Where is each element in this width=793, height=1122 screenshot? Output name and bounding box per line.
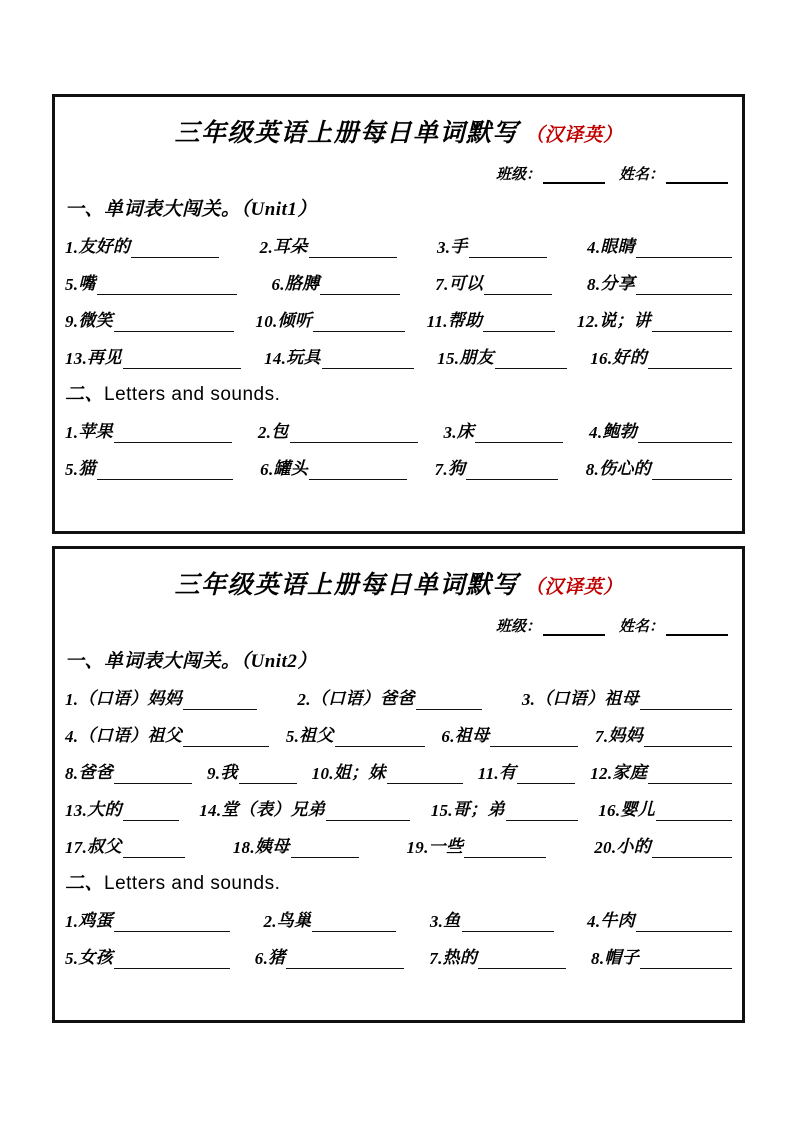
answer-blank[interactable] xyxy=(462,916,554,932)
page-title-annotation: （汉译英） xyxy=(525,577,623,598)
section-heading-2 xyxy=(65,379,732,406)
word-entry xyxy=(65,906,230,932)
answer-blank[interactable] xyxy=(478,953,566,969)
class-field-blank[interactable] xyxy=(543,168,605,184)
answer-blank[interactable] xyxy=(636,242,732,258)
word-number: 4. xyxy=(587,238,601,257)
word-entry xyxy=(312,758,463,784)
answer-blank[interactable] xyxy=(648,768,732,784)
sheet-title-row xyxy=(65,565,732,601)
word-label: 热的 xyxy=(442,948,478,967)
word-label: 堂（表）兄弟 xyxy=(221,800,326,819)
answer-blank[interactable] xyxy=(387,768,463,784)
word-label: 帽子 xyxy=(604,948,640,967)
word-label: 家庭 xyxy=(612,763,647,782)
word-entry xyxy=(591,943,732,969)
word-label: 我 xyxy=(220,763,238,782)
answer-blank[interactable] xyxy=(309,242,397,258)
word-label: 姨母 xyxy=(254,837,290,856)
word-number: 11. xyxy=(426,312,448,331)
word-number: 5. xyxy=(65,949,79,968)
word-number: 4. xyxy=(587,912,601,931)
word-entry xyxy=(590,343,732,369)
word-entry xyxy=(431,795,578,821)
word-label: 婴儿 xyxy=(620,800,656,819)
answer-blank[interactable] xyxy=(636,916,732,932)
answer-blank[interactable] xyxy=(114,953,230,969)
answer-blank[interactable] xyxy=(475,427,563,443)
answer-blank[interactable] xyxy=(636,279,732,295)
word-number: 5. xyxy=(285,727,300,746)
word-row xyxy=(65,269,732,295)
answer-blank[interactable] xyxy=(313,316,405,332)
word-number: 15. xyxy=(430,801,453,820)
word-number: 10. xyxy=(255,312,278,331)
word-label: 一些 xyxy=(428,837,464,856)
word-entry xyxy=(65,795,179,821)
name-field[interactable] xyxy=(619,163,728,184)
word-entry xyxy=(297,684,481,710)
word-entry xyxy=(587,269,732,295)
section-heading-text: 一、单词表大闯关。 xyxy=(65,199,241,220)
word-entry xyxy=(478,758,576,784)
word-row xyxy=(65,684,732,710)
word-label: 狗 xyxy=(447,459,466,478)
word-number: 13. xyxy=(65,349,88,368)
answer-blank[interactable] xyxy=(312,916,396,932)
section-heading-2 xyxy=(65,868,732,895)
word-entry xyxy=(65,832,185,858)
answer-blank[interactable] xyxy=(114,768,192,784)
answer-blank[interactable] xyxy=(640,953,732,969)
word-number: 9. xyxy=(206,764,221,783)
word-label: 苹果 xyxy=(78,422,113,441)
word-entry xyxy=(271,269,400,295)
answer-blank[interactable] xyxy=(335,731,425,747)
answer-blank[interactable] xyxy=(131,242,219,258)
word-number: 2. xyxy=(259,238,273,257)
word-label: 姐；妹 xyxy=(333,763,386,782)
section-heading-text: 一、单词表大闯关。 xyxy=(65,651,241,672)
answer-blank[interactable] xyxy=(506,805,578,821)
class-label: 班级： xyxy=(495,619,541,635)
word-entry xyxy=(437,232,547,258)
word-number: 7. xyxy=(595,727,609,746)
word-number: 17. xyxy=(65,838,88,857)
word-row xyxy=(65,343,732,369)
word-label: 嘴 xyxy=(78,274,96,293)
class-field-blank[interactable] xyxy=(543,620,605,636)
word-label: （口语）妈妈 xyxy=(78,689,183,708)
answer-blank[interactable] xyxy=(97,464,233,480)
word-number: 9. xyxy=(65,312,79,331)
word-number: 11. xyxy=(477,764,499,783)
word-entry xyxy=(407,832,547,858)
word-label: （口语）爸爸 xyxy=(310,689,415,708)
word-row xyxy=(65,906,732,932)
worksheet-card-unit1 xyxy=(52,94,745,534)
answer-blank[interactable] xyxy=(114,427,232,443)
answer-blank[interactable] xyxy=(123,353,241,369)
word-number: 8. xyxy=(585,460,600,479)
word-number: 8. xyxy=(65,764,79,783)
word-label: 猫 xyxy=(78,459,96,478)
word-entry xyxy=(65,306,234,332)
page-title-annotation: （汉译英） xyxy=(525,125,623,146)
word-number: 3. xyxy=(521,690,536,709)
answer-blank[interactable] xyxy=(464,842,546,858)
word-number: 6. xyxy=(441,727,455,746)
word-entry xyxy=(522,684,732,710)
word-entry xyxy=(589,417,732,443)
word-entry xyxy=(429,943,566,969)
word-number: 15. xyxy=(437,349,460,368)
answer-blank[interactable] xyxy=(517,768,575,784)
word-number: 8. xyxy=(591,949,605,968)
word-entry xyxy=(65,269,237,295)
word-entry xyxy=(587,906,732,932)
answer-blank[interactable] xyxy=(183,694,257,710)
word-number: 2. xyxy=(257,423,272,442)
answer-blank[interactable] xyxy=(309,464,407,480)
answer-blank[interactable] xyxy=(652,842,732,858)
word-entry xyxy=(65,232,219,258)
student-meta-row xyxy=(65,615,728,636)
word-entry xyxy=(260,454,407,480)
word-entry xyxy=(435,454,559,480)
word-number: 7. xyxy=(434,460,448,479)
student-meta-row xyxy=(65,163,728,184)
word-entry xyxy=(437,343,567,369)
word-number: 4. xyxy=(589,423,603,442)
word-entry xyxy=(590,758,732,784)
word-entry xyxy=(441,721,578,747)
word-entry xyxy=(263,906,396,932)
answer-blank[interactable] xyxy=(640,694,732,710)
word-label: 鸟巢 xyxy=(276,911,312,930)
word-number: 19. xyxy=(406,838,429,857)
answer-blank[interactable] xyxy=(656,805,732,821)
word-number: 3. xyxy=(429,912,444,931)
word-entry xyxy=(65,721,269,747)
word-entry xyxy=(260,232,397,258)
word-entry xyxy=(427,306,556,332)
word-label: 伤心的 xyxy=(599,459,651,478)
answer-blank[interactable] xyxy=(114,916,230,932)
word-label: 有 xyxy=(498,763,517,782)
word-number: 10. xyxy=(311,764,334,783)
class-field[interactable] xyxy=(496,163,605,184)
word-number: 8. xyxy=(587,275,601,294)
answer-blank[interactable] xyxy=(416,694,482,710)
word-entry xyxy=(264,343,414,369)
name-label: 姓名： xyxy=(618,619,664,635)
page-title: 三年级英语上册每日单词默写 xyxy=(174,120,519,147)
word-label: 叔父 xyxy=(87,837,122,856)
answer-blank[interactable] xyxy=(648,353,732,369)
word-entry xyxy=(65,417,232,443)
word-entry xyxy=(430,906,554,932)
answer-blank[interactable] xyxy=(322,353,414,369)
word-entry xyxy=(577,306,732,332)
answer-blank[interactable] xyxy=(652,316,732,332)
word-number: 2. xyxy=(297,690,311,709)
word-row xyxy=(65,795,732,821)
sheet-title-row xyxy=(65,113,732,149)
word-entry xyxy=(598,795,732,821)
answer-blank[interactable] xyxy=(239,768,297,784)
answer-blank[interactable] xyxy=(469,242,547,258)
word-number: 1. xyxy=(65,423,79,442)
word-entry xyxy=(594,832,732,858)
word-entry xyxy=(586,454,732,480)
answer-blank[interactable] xyxy=(483,316,555,332)
word-label: 大的 xyxy=(87,800,122,819)
word-entry xyxy=(65,943,230,969)
word-label: 胳膊 xyxy=(284,274,320,293)
word-number: 14. xyxy=(199,801,222,820)
answer-blank[interactable] xyxy=(638,427,732,443)
section-heading-marker: 二、 xyxy=(65,384,105,405)
word-entry xyxy=(255,943,405,969)
word-row xyxy=(65,417,732,443)
word-label: 鱼 xyxy=(443,911,461,930)
name-field-blank[interactable] xyxy=(666,168,728,184)
answer-blank[interactable] xyxy=(320,279,400,295)
word-label: 祖父 xyxy=(299,726,334,745)
word-entry xyxy=(65,758,192,784)
word-label: 包 xyxy=(271,422,289,441)
section-heading-text: Letters and sounds. xyxy=(104,873,281,894)
answer-blank[interactable] xyxy=(97,279,237,295)
word-entry xyxy=(587,232,732,258)
word-entry xyxy=(65,343,241,369)
word-number: 5. xyxy=(65,460,79,479)
word-label: 女孩 xyxy=(78,948,113,967)
answer-blank[interactable] xyxy=(644,731,732,747)
answer-blank[interactable] xyxy=(495,353,567,369)
word-label: 手 xyxy=(450,237,468,256)
word-entry xyxy=(207,758,297,784)
word-number: 16. xyxy=(598,801,621,820)
answer-blank[interactable] xyxy=(290,427,418,443)
word-entry xyxy=(258,417,418,443)
section-heading-1 xyxy=(65,194,732,221)
word-label: 好的 xyxy=(612,348,647,367)
word-entry xyxy=(435,269,552,295)
word-number: 14. xyxy=(264,349,287,368)
word-label: 牛肉 xyxy=(600,911,635,930)
word-number: 1. xyxy=(65,690,79,709)
word-entry xyxy=(595,721,732,747)
answer-blank[interactable] xyxy=(484,279,552,295)
word-label: 爸爸 xyxy=(78,763,113,782)
word-number: 4. xyxy=(65,727,79,746)
word-row xyxy=(65,721,732,747)
word-entry xyxy=(443,417,563,443)
section-heading-unit: （Unit2） xyxy=(240,651,317,672)
word-number: 3. xyxy=(443,423,457,442)
word-label: 鸡蛋 xyxy=(78,911,113,930)
answer-blank[interactable] xyxy=(123,842,185,858)
word-number: 20. xyxy=(594,838,617,857)
word-label: 床 xyxy=(456,422,475,441)
word-number: 12. xyxy=(590,764,613,783)
word-number: 16. xyxy=(590,349,613,368)
word-label: 小的 xyxy=(616,837,652,856)
word-number: 2. xyxy=(263,912,277,931)
word-row xyxy=(65,232,732,258)
word-number: 6. xyxy=(260,460,274,479)
answer-blank[interactable] xyxy=(652,464,732,480)
class-label: 班级： xyxy=(495,167,541,183)
word-label: 猪 xyxy=(268,948,286,967)
word-label: 哥；弟 xyxy=(452,800,505,819)
word-number: 6. xyxy=(254,949,269,968)
answer-blank[interactable] xyxy=(490,731,578,747)
answer-blank[interactable] xyxy=(291,842,359,858)
word-label: 可以 xyxy=(448,274,484,293)
name-field-blank[interactable] xyxy=(666,620,728,636)
name-label: 姓名： xyxy=(618,167,664,183)
word-label: 罐头 xyxy=(273,459,309,478)
word-entry xyxy=(199,795,410,821)
word-label: 友好的 xyxy=(78,237,131,256)
section-heading-1 xyxy=(65,646,732,673)
class-field[interactable] xyxy=(496,615,605,636)
word-row xyxy=(65,943,732,969)
word-number: 1. xyxy=(65,912,79,931)
word-entry xyxy=(65,684,257,710)
answer-blank[interactable] xyxy=(286,953,404,969)
word-number: 13. xyxy=(65,801,88,820)
word-entry xyxy=(255,306,405,332)
word-label: 妈妈 xyxy=(608,726,643,745)
word-label: 祖母 xyxy=(454,726,490,745)
word-label: 倾听 xyxy=(277,311,313,330)
word-label: 鲍勃 xyxy=(602,422,637,441)
word-number: 18. xyxy=(232,838,255,857)
word-label: 朋友 xyxy=(459,348,494,367)
word-number: 7. xyxy=(435,275,449,294)
section-heading-text: Letters and sounds. xyxy=(104,384,281,405)
word-number: 6. xyxy=(271,275,285,294)
word-number: 5. xyxy=(65,275,79,294)
word-row xyxy=(65,306,732,332)
word-label: 再见 xyxy=(87,348,122,367)
word-entry xyxy=(65,454,233,480)
word-number: 1. xyxy=(65,238,79,257)
word-entry xyxy=(286,721,425,747)
word-label: 分享 xyxy=(600,274,636,293)
word-label: 说；讲 xyxy=(599,311,651,330)
word-label: （口语）祖父 xyxy=(78,726,183,745)
word-label: 玩具 xyxy=(286,348,321,367)
section-heading-marker: 二、 xyxy=(65,873,105,894)
word-entry xyxy=(233,832,359,858)
word-label: 微笑 xyxy=(78,311,113,330)
word-label: （口语）祖母 xyxy=(535,689,640,708)
answer-blank[interactable] xyxy=(326,805,410,821)
page-title: 三年级英语上册每日单词默写 xyxy=(174,572,519,599)
answer-blank[interactable] xyxy=(123,805,179,821)
word-row xyxy=(65,758,732,784)
word-label: 帮助 xyxy=(447,311,483,330)
name-field[interactable] xyxy=(619,615,728,636)
answer-blank[interactable] xyxy=(114,316,234,332)
word-number: 12. xyxy=(576,312,600,331)
word-row xyxy=(65,454,732,480)
word-number: 3. xyxy=(436,238,451,257)
section-heading-unit: （Unit1） xyxy=(240,199,317,220)
word-label: 耳朵 xyxy=(273,237,308,256)
answer-blank[interactable] xyxy=(183,731,269,747)
word-row xyxy=(65,832,732,858)
answer-blank[interactable] xyxy=(466,464,558,480)
word-number: 7. xyxy=(429,949,443,968)
worksheet-card-unit2 xyxy=(52,546,745,1023)
word-label: 眼睛 xyxy=(600,237,635,256)
